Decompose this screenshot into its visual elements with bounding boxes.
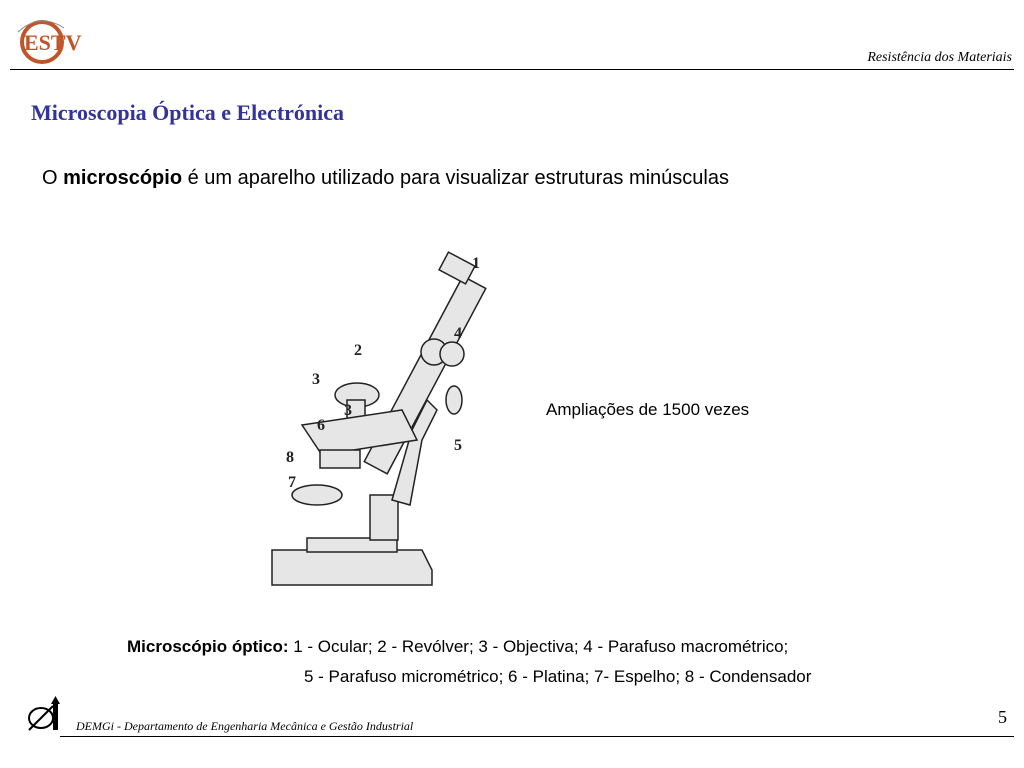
- header-divider: [10, 69, 1014, 70]
- caption-heading: Microscópio óptico:: [127, 637, 289, 656]
- figure-label: 7: [288, 474, 296, 491]
- page-number: 5: [998, 707, 1007, 727]
- caption-line-1: [127, 637, 788, 657]
- footer-divider: [60, 736, 1014, 737]
- figure-label: 5: [454, 437, 462, 454]
- figure-label: 6: [317, 417, 325, 434]
- intro-prefix: O: [42, 167, 64, 189]
- figure-label: 1: [472, 255, 480, 272]
- figure-label: 4: [454, 325, 462, 342]
- intro-keyword: microscópio: [63, 167, 183, 189]
- caption-line-2: 5 - Parafuso micrométrico; 6 - Platina; 7- Espelho; 8 - Condensador: [304, 667, 812, 686]
- figure-label: 8: [286, 449, 294, 466]
- demgi-logo-icon: [25, 694, 65, 734]
- intro-sentence: [42, 167, 729, 190]
- figure-label: 2: [354, 342, 362, 359]
- slide-title: Microscopia Óptica e Electrónica: [31, 100, 345, 125]
- caption-parts-1: 1 - Ocular; 2 - Revólver; 3 - Objectiva; 4 - Parafuso macrométrico;: [288, 637, 789, 656]
- svg-text:ESTV: ESTV: [24, 30, 82, 55]
- microscope-illustration-icon: [262, 250, 492, 600]
- department-name: DEMGi - Departamento de Engenharia Mecânica e Gestão Industrial: [76, 719, 414, 733]
- intro-suffix: é um aparelho utilizado para visualizar estruturas minúsculas: [182, 167, 729, 189]
- estv-logo-icon: [10, 10, 82, 70]
- figure-label: 3: [312, 371, 320, 388]
- figure-label: 3: [344, 402, 352, 419]
- course-title: Resistência dos Materiais: [867, 50, 1012, 65]
- magnification-note: Ampliações de 1500 vezes: [546, 400, 750, 419]
